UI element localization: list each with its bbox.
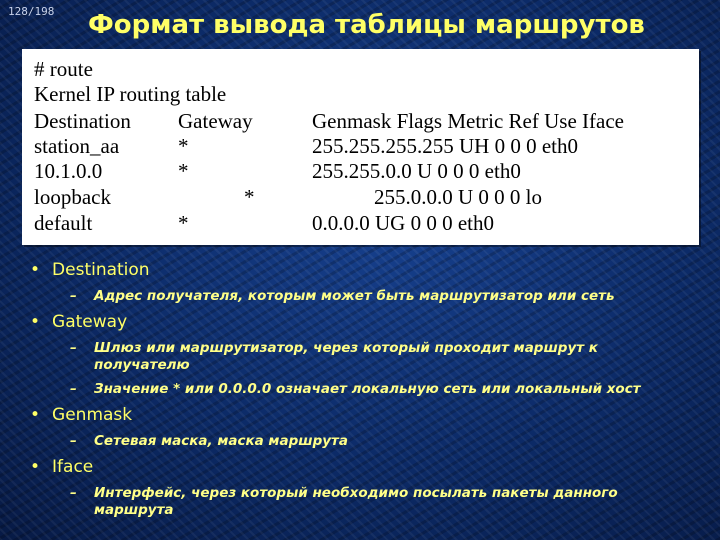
row-destination: station_aa: [34, 134, 120, 158]
row-gateway: *: [178, 211, 189, 235]
row-rest: 0.0.0.0 UG 0 0 0 eth0: [312, 211, 494, 235]
row-destination: 10.1.0.0: [34, 159, 103, 183]
bullet-term: Genmask: [52, 405, 133, 425]
dash-icon: –: [70, 381, 77, 397]
sub-bullet: [70, 433, 690, 450]
sub-bullet: [70, 288, 690, 305]
bullet-icon: •: [30, 260, 41, 280]
sub-bullet-text: Интерфейс, через который необходимо посылать пакеты данного маршрута: [94, 485, 618, 518]
bullet-item: [30, 457, 93, 477]
sub-bullet-text: Шлюз или маршрутизатор, через который проходит маршрут к получателю: [94, 340, 598, 373]
row-gateway: *: [178, 134, 189, 158]
sub-bullet-text: Адрес получателя, которым может быть маршрутизатор или сеть: [94, 288, 615, 304]
bullet-item: [30, 260, 150, 280]
header-gateway: Gateway: [178, 109, 253, 133]
dash-icon: –: [70, 340, 77, 356]
sub-bullet-text: Сетевая маска, маска маршрута: [94, 433, 348, 449]
row-rest: 255.255.0.0 U 0 0 0 eth0: [312, 159, 521, 183]
row-gateway: *: [244, 185, 255, 209]
header-destination: Destination: [34, 109, 131, 133]
row-destination: loopback: [34, 185, 111, 209]
sub-bullet: [70, 485, 690, 519]
sub-bullet-text: Значение * или 0.0.0.0 означает локальную сеть или локальный хост: [94, 381, 641, 397]
bullet-term: Gateway: [52, 312, 128, 332]
header-rest: Genmask Flags Metric Ref Use Iface: [312, 109, 624, 133]
sub-bullet: [70, 381, 690, 398]
sub-bullet: [70, 340, 690, 374]
row-destination: default: [34, 211, 93, 235]
bullet-icon: •: [30, 457, 41, 477]
bullet-item: [30, 405, 132, 425]
dash-icon: –: [70, 433, 77, 449]
route-output-box: [22, 49, 699, 245]
dash-icon: –: [70, 485, 77, 501]
row-rest: 255.0.0.0 U 0 0 0 lo: [374, 185, 542, 209]
bullet-icon: •: [30, 405, 41, 425]
row-gateway: *: [178, 159, 189, 183]
page-title: Формат вывода таблицы маршрутов: [88, 10, 645, 40]
route-command: # route: [34, 57, 93, 81]
dash-icon: –: [70, 288, 77, 304]
route-heading: Kernel IP routing table: [34, 82, 227, 106]
bullet-icon: •: [30, 312, 41, 332]
bullet-term: Destination: [52, 260, 150, 280]
bullet-item: [30, 312, 127, 332]
bullet-term: Iface: [52, 457, 94, 477]
row-rest: 255.255.255.255 UH 0 0 0 eth0: [312, 134, 578, 158]
slide-number: 128/198: [8, 5, 55, 18]
